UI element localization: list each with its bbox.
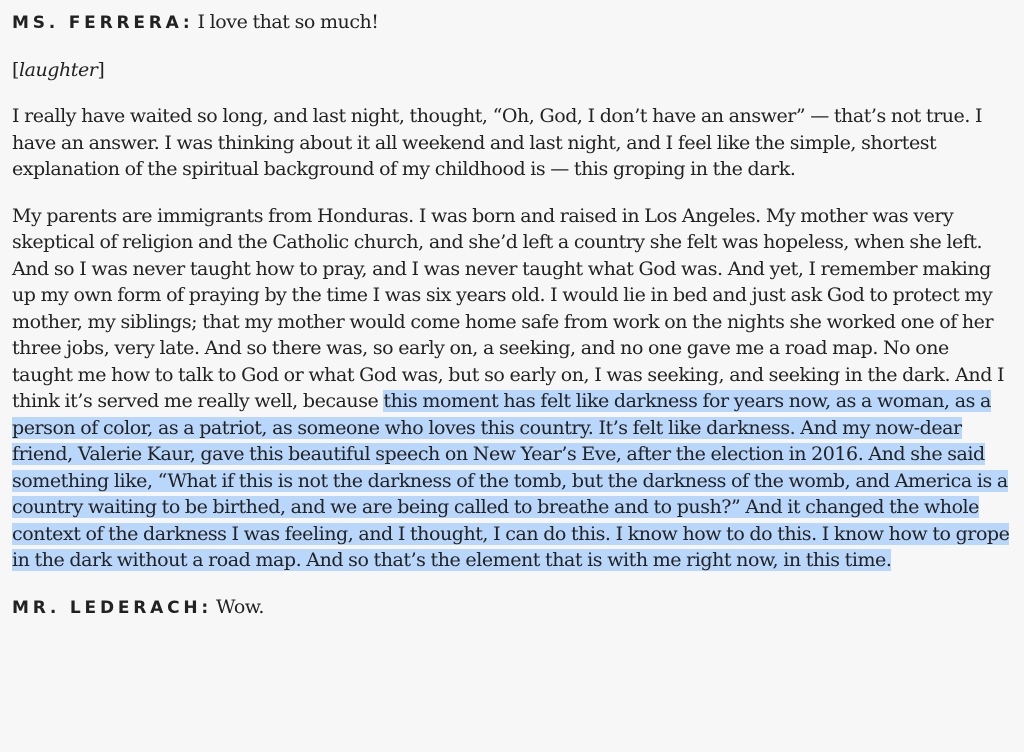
stage-direction-text[interactable]: laughter <box>18 58 98 81</box>
stage-direction <box>12 57 1012 84</box>
bracket-open: [ <box>12 58 19 81</box>
transcript-paragraph-2[interactable] <box>12 203 1012 574</box>
speaker-turn-lederach <box>12 594 1012 622</box>
speech-text[interactable]: I love that so much! <box>197 11 379 33</box>
paragraph-text[interactable]: My parents are immigrants from Honduras. I was born and raised in Los Angeles. My mother was very skeptical of religion and the Catholic church, and she’d left a country she felt was hopeless, when she left. And so I was never taught how to pray, and I was never taught what God was. And yet, I remember making up my own form of praying by the time I was six years old. I would lie in bed and just ask God to protect my mother, my siblings; that my mother would come home safe from work on the nights she worked one of her three jobs, very late. And so there was, so early on, a seeking, and no one gave me a road map. No one taught me how to talk to God or what God was, but so early on, I was seeking, and seeking in the dark. And I think it’s served me really well, because <box>12 204 1005 412</box>
selected-text-highlight[interactable]: this moment has felt like darkness for years now, as a woman, as a person of color, as a patriot, as someone who loves this country. It’s felt like darkness. And my now-dear friend, Valerie Kaur, gave this beautiful speech on New Year’s Eve, after the election in 2016. And she said something like, “What if this is not the darkness of the tomb, but the darkness of the womb, and America is a country waiting to be birthed, and we are being called to breathe and to push?” And it changed the whole context of the darkness I was feeling, and I thought, I can do this. I know how to do this. I know how to grope in the dark without a road map. And so that’s the element that is with me right now, in this time. <box>12 390 1010 571</box>
speaker-turn-ferrera <box>12 9 1012 37</box>
speaker-name: MS. FERRERA: <box>12 13 194 33</box>
transcript-paragraph-1[interactable]: I really have waited so long, and last night, thought, “Oh, God, I don’t have an answer” — that’s not true. I have an answer. I was thinking about it all weekend and last night, and I feel like the simple, shortest explanation of the spiritual background of my childhood is — this groping in the dark. <box>12 105 983 180</box>
speech-text[interactable]: Wow. <box>216 595 264 618</box>
speaker-name: MR. LEDERACH: <box>12 597 213 618</box>
bracket-close: ] <box>97 58 105 81</box>
